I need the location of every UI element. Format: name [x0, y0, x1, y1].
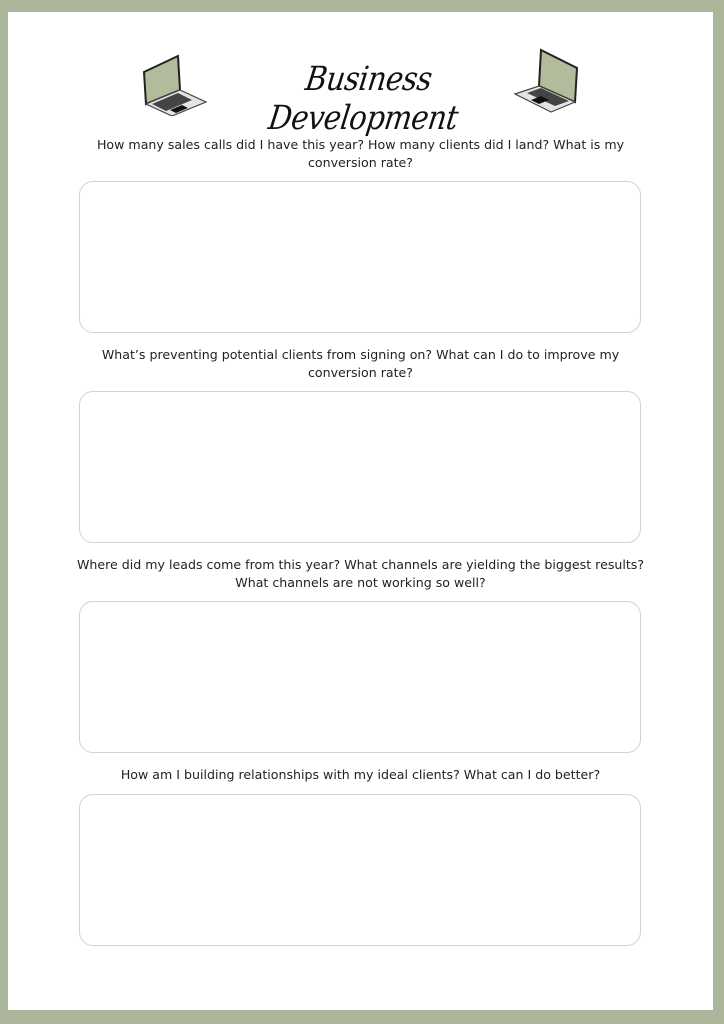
answer-box-3[interactable]	[79, 601, 641, 753]
header	[8, 48, 713, 138]
laptop-icon	[140, 54, 208, 116]
answer-box-4[interactable]	[79, 794, 641, 946]
page-title: Business Development	[266, 58, 461, 138]
laptop-icon	[513, 48, 581, 114]
answer-box-2[interactable]	[79, 391, 641, 543]
question-4: How am I building relationships with my ideal clients? What can I do better?	[120, 767, 601, 782]
worksheet-page	[8, 12, 713, 1010]
question-3: Where did my leads come from this year? What channels are yielding the biggest results? What channels are not working so well?	[76, 557, 645, 590]
answer-box-1[interactable]	[79, 181, 641, 333]
question-1: How many sales calls did I have this year? How many clients did I land? What is my conversion rate?	[96, 137, 625, 170]
question-2: What’s preventing potential clients from signing on? What can I do to improve my conversion rate?	[101, 347, 620, 380]
